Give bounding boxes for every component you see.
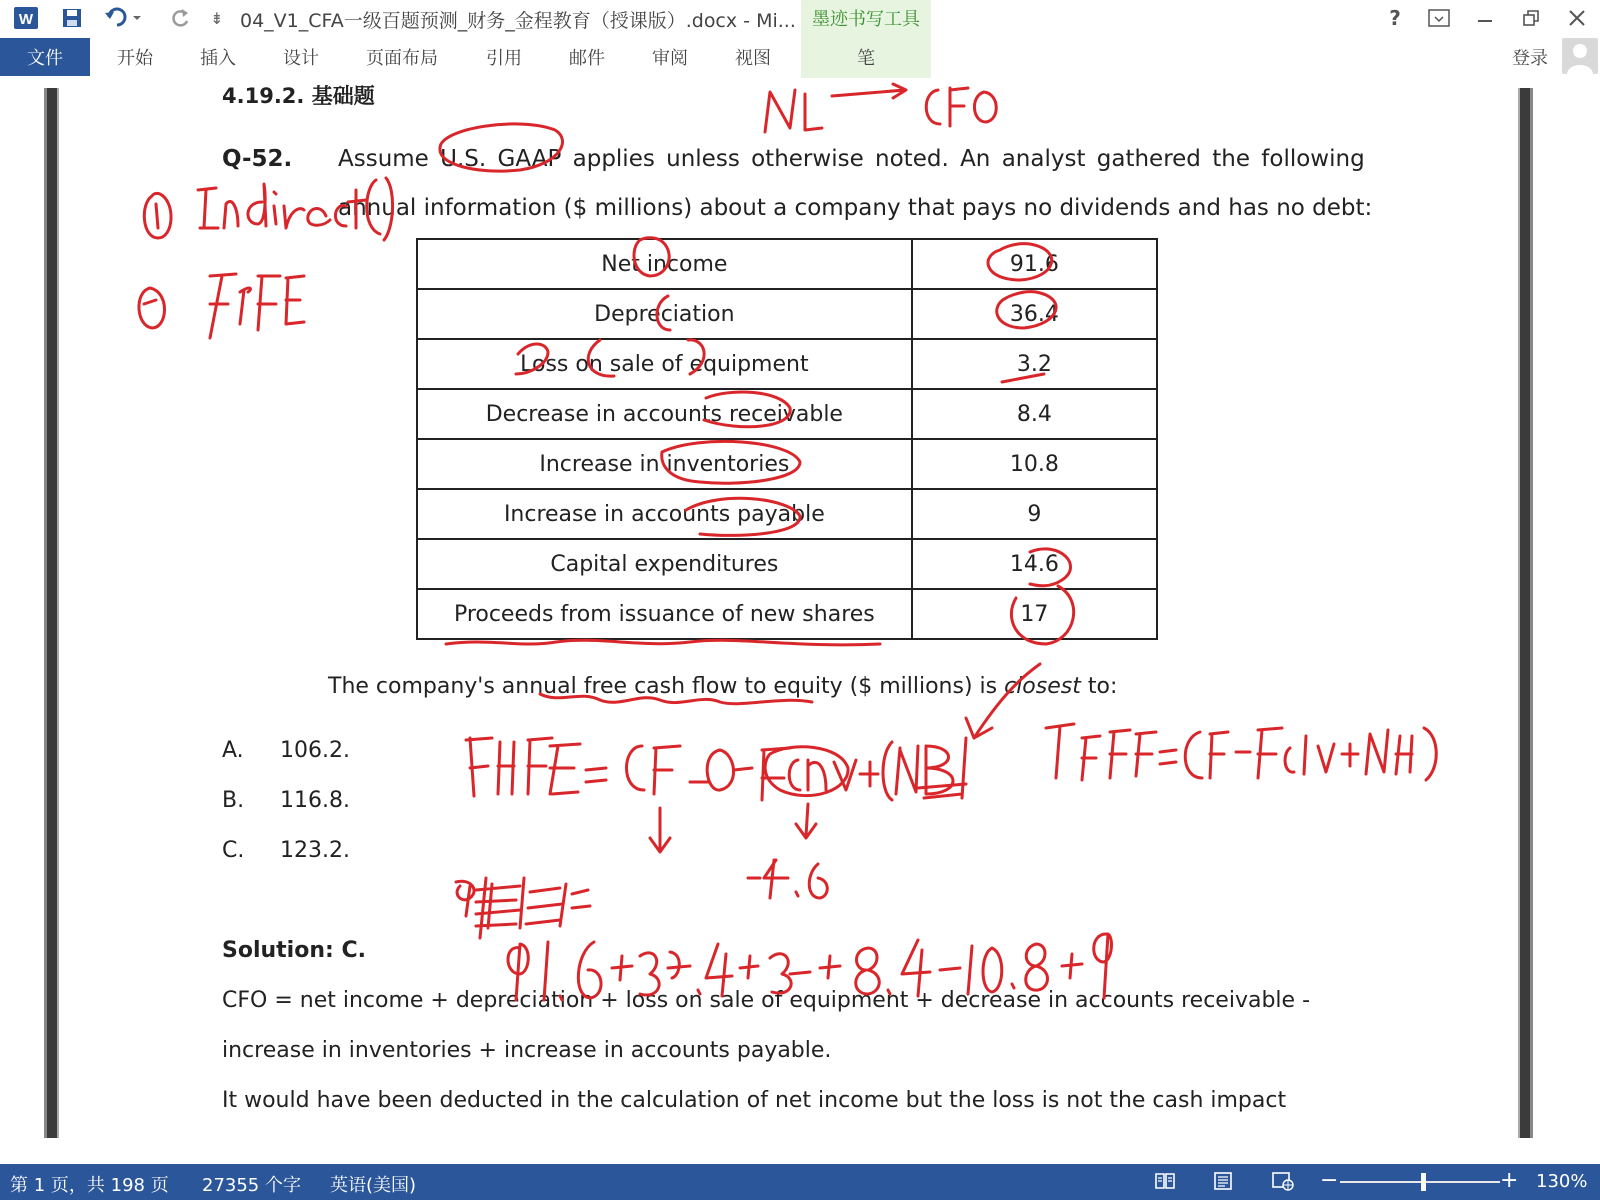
ribbon-tabs	[0, 36, 1600, 79]
table-cell-item: Proceeds from issuance of new shares	[417, 589, 912, 639]
tab-mailings[interactable]: 邮件	[569, 48, 605, 69]
tab-pen[interactable]: 笔	[801, 36, 931, 78]
option-value: 106.2.	[280, 738, 350, 763]
web-layout-icon[interactable]	[1270, 1169, 1296, 1193]
prompt-text: The company's annual free cash flow to equity ($ millions) is	[328, 674, 1005, 699]
option-letter: C.	[222, 838, 245, 863]
undo-icon[interactable]	[100, 4, 146, 32]
save-icon[interactable]	[56, 4, 88, 32]
tab-review[interactable]: 审阅	[652, 48, 688, 69]
table-cell-value: 17	[912, 589, 1157, 639]
table-cell-value: 36.4	[912, 289, 1157, 339]
table-cell-item: Net income	[417, 239, 912, 289]
tab-design[interactable]: 设计	[283, 48, 319, 69]
option-value: 116.8.	[280, 788, 350, 813]
section-heading: 4.19.2. 基础题	[222, 84, 375, 108]
solution-label: Solution: C.	[222, 938, 366, 963]
word-count[interactable]: 27355 个字	[202, 1175, 301, 1196]
help-icon[interactable]: ?	[1389, 6, 1401, 30]
table-row	[417, 589, 1157, 639]
table-cell-item: Increase in accounts payable	[417, 489, 912, 539]
question-line-1: Assume U.S. GAAP applies unless otherwise noted. An analyst gathered the following	[338, 146, 1365, 172]
print-layout-icon[interactable]	[1210, 1169, 1236, 1193]
option-letter: B.	[222, 788, 245, 813]
page-margin-bar-right	[1518, 88, 1533, 1138]
title-bar	[0, 0, 1600, 36]
solution-line-3: It would have been deducted in the calculation of net income but the loss is not the cash impact	[222, 1088, 1287, 1113]
data-table	[416, 238, 1158, 640]
zoom-slider-thumb[interactable]	[1421, 1173, 1426, 1191]
option-c	[222, 838, 350, 863]
table-cell-value: 91.6	[912, 239, 1157, 289]
solution-line-2: increase in inventories + increase in accounts payable.	[222, 1038, 832, 1063]
zoom-in-button[interactable]: +	[1500, 1168, 1519, 1193]
page-margin-bar-left	[44, 88, 59, 1138]
status-bar	[0, 1164, 1600, 1200]
table-cell-value: 9	[912, 489, 1157, 539]
prompt-emphasis: closest	[1004, 674, 1081, 699]
table-cell-item: Increase in inventories	[417, 439, 912, 489]
table-cell-value: 14.6	[912, 539, 1157, 589]
zoom-out-button[interactable]: −	[1320, 1168, 1339, 1193]
table-cell-item: Depreciation	[417, 289, 912, 339]
restore-icon[interactable]	[1514, 4, 1548, 32]
table-row	[417, 489, 1157, 539]
option-a	[222, 738, 350, 763]
table-row	[417, 539, 1157, 589]
table-cell-item: Loss on sale of equipment	[417, 339, 912, 389]
redo-icon[interactable]	[166, 4, 196, 32]
tab-insert[interactable]: 插入	[200, 48, 236, 69]
tab-view[interactable]: 视图	[735, 48, 771, 69]
document-title: 04_V1_CFA一级百题预测_财务_金程教育（授课版）.docx - Mi...	[240, 10, 796, 32]
question-prompt	[328, 674, 1117, 699]
tab-file[interactable]: 文件	[0, 38, 90, 76]
table-cell-value: 8.4	[912, 389, 1157, 439]
table-row	[417, 389, 1157, 439]
login-link[interactable]: 登录	[1512, 48, 1548, 69]
word-icon[interactable]	[10, 4, 42, 32]
option-b	[222, 788, 350, 813]
ink-tools-context-title: 墨迹书写工具	[801, 0, 931, 36]
question-id: Q-52.	[222, 146, 293, 172]
table-cell-item: Capital expenditures	[417, 539, 912, 589]
page-count[interactable]: 第 1 页，共 198 页	[10, 1175, 169, 1196]
zoom-level[interactable]: 130%	[1536, 1171, 1588, 1192]
close-icon[interactable]	[1560, 4, 1594, 32]
table-row	[417, 439, 1157, 489]
svg-text:W: W	[18, 11, 34, 28]
option-value: 123.2.	[280, 838, 350, 863]
tab-page-layout[interactable]: 页面布局	[366, 48, 438, 69]
question-line-2: annual information ($ millions) about a company that pays no dividends and has no debt:	[338, 195, 1373, 221]
table-cell-value: 10.8	[912, 439, 1157, 489]
table-row	[417, 239, 1157, 289]
read-mode-icon[interactable]	[1152, 1169, 1178, 1193]
solution-line-1: CFO = net income + depreciation + loss on sale of equipment + decrease in accounts receivable -	[222, 988, 1311, 1013]
tab-home[interactable]: 开始	[117, 48, 153, 69]
option-letter: A.	[222, 738, 244, 763]
minimize-icon[interactable]	[1468, 4, 1502, 32]
table-cell-value: 3.2	[912, 339, 1157, 389]
table-cell-item: Decrease in accounts receivable	[417, 389, 912, 439]
table-row	[417, 339, 1157, 389]
language-indicator[interactable]: 英语(美国)	[330, 1175, 417, 1196]
customize-icon[interactable]: ⇟	[210, 8, 224, 28]
prompt-suffix: to:	[1080, 674, 1118, 699]
document-page[interactable]	[0, 78, 1600, 1164]
tab-references[interactable]: 引用	[486, 48, 522, 69]
avatar[interactable]	[1562, 38, 1598, 74]
table-row	[417, 289, 1157, 339]
ribbon-display-icon[interactable]	[1422, 4, 1456, 32]
